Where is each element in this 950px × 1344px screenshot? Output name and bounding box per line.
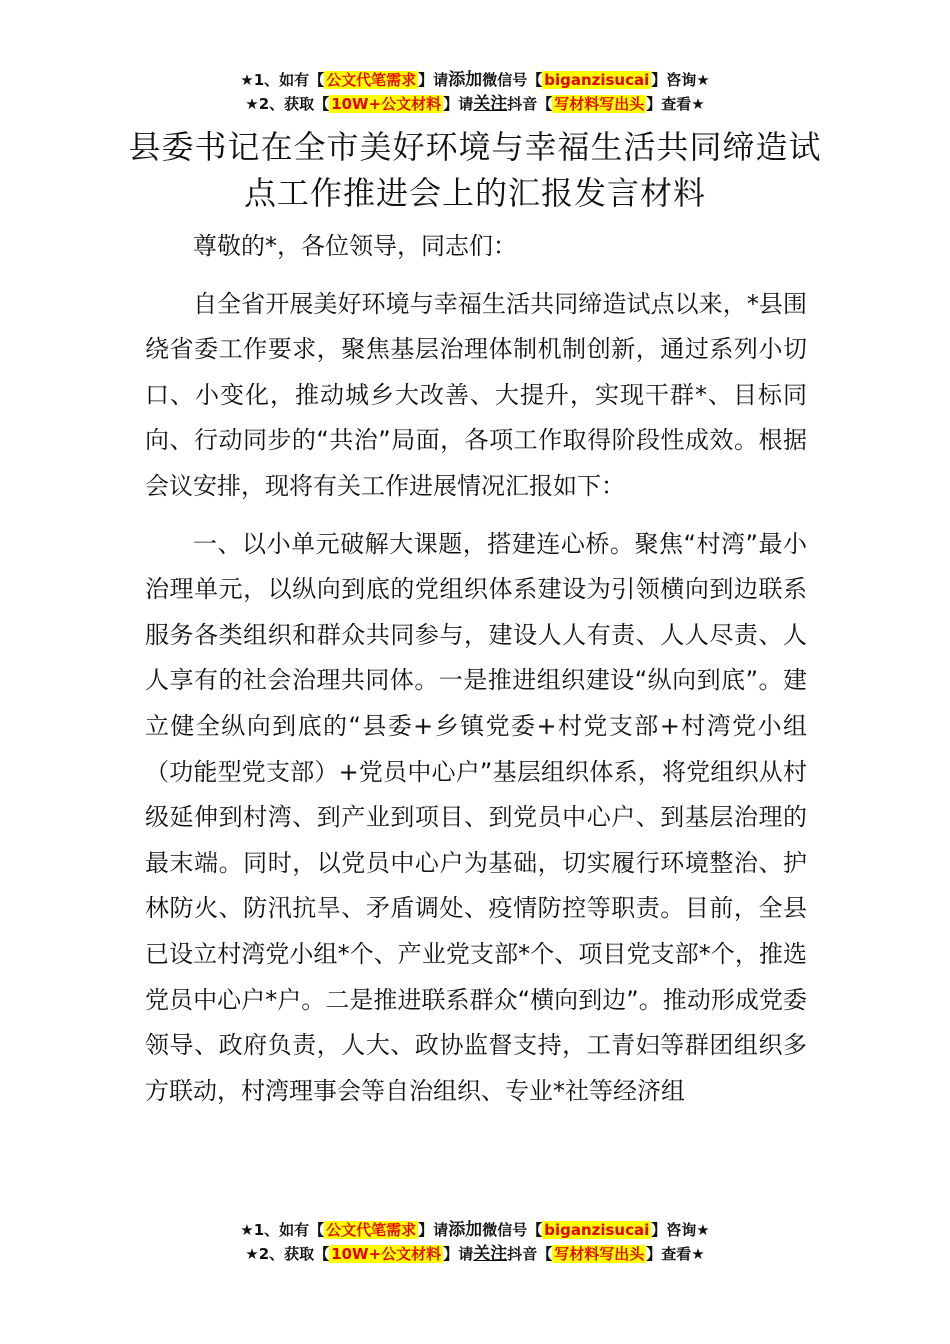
greeting: 尊敬的*，各位领导，同志们： (193, 232, 517, 260)
banner-text: ★1、如有【 (240, 1221, 325, 1239)
paragraph: 自全省开展美好环境与幸福生活共同缔造试点以来，*县围绕省委工作要求，聚焦基层治理体制机制创新，通过系列小切口、小变化，推动城乡大改善、大提升，实现干群*、目标同向、行动同步的“共治”局面，各项工作取得阶段性成效。根据会议安排，现将有关工作进展情况汇报如下： (145, 289, 807, 500)
banner-text: 】请 (443, 95, 474, 113)
banner-text: ★1、如有【 (240, 71, 325, 89)
banner-text: 抖音【 (507, 95, 553, 113)
banner-highlight: 公文代笔需求 (326, 71, 417, 89)
banner-text: 】请 (418, 71, 449, 89)
banner-text: 关注 (473, 94, 508, 114)
banner-text: 关注 (473, 1244, 508, 1264)
banner-line-2 (0, 1242, 950, 1266)
banner-text: 】查看★ (646, 95, 705, 113)
banner-wechat-id: biganzisucai (544, 1221, 650, 1239)
banner-text: 微信号【 (482, 1221, 543, 1239)
banner-highlight: 公文代笔需求 (326, 1221, 417, 1239)
footer-banner (0, 1218, 950, 1266)
banner-text: 】咨询★ (651, 71, 710, 89)
banner-line-1 (0, 68, 950, 92)
banner-douyin-id: 写材料写出头 (554, 95, 645, 113)
banner-text: 】查看★ (646, 1245, 705, 1263)
banner-douyin-id: 写材料写出头 (554, 1245, 645, 1263)
banner-text: ★2、获取【 (245, 1245, 330, 1263)
header-banner (0, 68, 950, 116)
banner-wechat-id: biganzisucai (544, 71, 650, 89)
banner-text: 】请 (418, 1221, 449, 1239)
banner-text: 】请 (443, 1245, 474, 1263)
banner-text: 添加 (448, 1220, 483, 1240)
banner-highlight: 10W+公文材料 (331, 95, 442, 113)
banner-text: 】咨询★ (651, 1221, 710, 1239)
banner-text: 微信号【 (482, 71, 543, 89)
banner-text: 抖音【 (507, 1245, 553, 1263)
document-title: 县委书记在全市美好环境与幸福生活共同缔造试点工作推进会上的汇报发言材料 (128, 128, 822, 212)
banner-highlight: 10W+公文材料 (331, 1245, 442, 1263)
banner-text: 添加 (448, 70, 483, 90)
banner-line-1 (0, 1218, 950, 1242)
paragraph: 一、以小单元破解大课题，搭建连心桥。聚焦“村湾”最小治理单元，以纵向到底的党组织体系建设为引领横向到边联系服务各类组织和群众共同参与，建设人人有责、人人尽责、人人享有的社会治理共同体。一是推进组织建设“纵向到底”。建立健全纵向到底的“县委+乡镇党委+村党支部+村湾党小组（功能型党支部）+党员中心户”基层组织体系，将党组织从村级延伸到村湾、到产业到项目、到党员中心户、到基层治理的最末端。同时，以党员中心户为基础，切实履行环境整治、护林防火、防汛抗旱、矛盾调处、疫情防控等职责。目前，全县已设立村湾党小组*个、产业党支部*个、项目党支部*个，推选党员中心户*户。二是推进联系群众“横向到边”。推动形成党委领导、政府负责，人大、政协监督支持，工青妇等群团组织多方联动，村湾理事会等自治组织、专业*社等经济组 (145, 529, 807, 1105)
document-body (145, 224, 807, 1114)
banner-text: ★2、获取【 (245, 95, 330, 113)
banner-line-2 (0, 92, 950, 116)
